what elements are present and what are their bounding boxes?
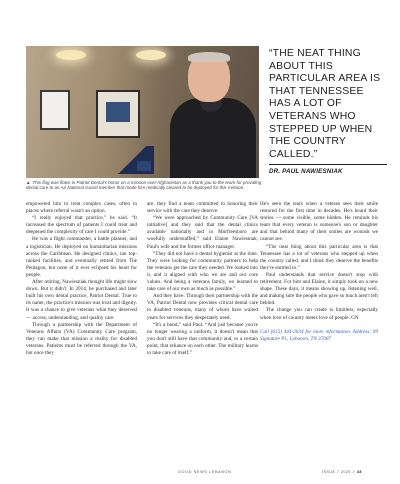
paragraph: He was a flight commander, a battle planner, and a logistician. He deployed on humanitarian missions across the Caribbean. He designed clinics, ran top-ranked facilities, and eventually retired from The Pentagon, but none of it ever eclipsed his heart for people. [26, 236, 137, 278]
contact-info: Call (615) 444-2034 for more information. Address: 99 Signature Pl., Lebanon, TN 37087 [260, 328, 378, 342]
quote-attribution: DR. PAUL NAWIESNIAK [269, 168, 343, 175]
photo-caption [26, 180, 264, 191]
article-column-2 [147, 201, 258, 357]
paragraph: Through a partnership with the Department of Veterans Affairs (VA) Community Care program, they can make that mission a reality for disabled veterans. Patients must be referred through the VA, but once they [26, 321, 137, 356]
paragraph: The change you can create is limitless, especially when love of country meets love of people. GN [260, 307, 378, 321]
portrait-dentist [170, 52, 256, 178]
page-footer [322, 470, 362, 474]
publication-name: GOOD NEWS LEBANON [178, 470, 232, 474]
paragraph: empowered him to treat complex cases, often in places where referral wasn't an option. [26, 201, 137, 215]
caption-triangle-icon: ▲ [26, 180, 31, 185]
flag-display-case [110, 146, 154, 174]
article-column-3 [260, 201, 378, 343]
paragraph: “They did not have a dental hygienist at the time. They were looking for community partners to help the veterans get the care they needed. We looked into it, and it aligned with who we are and our core values. And being a veterans family, we learned to take care of our own as much as possible.” [147, 250, 258, 293]
paragraph: “I really enjoyed that practice,” he said. “It increased the spectrum of patients I could treat and deepened the complexity of care I could provide.” [26, 215, 137, 236]
feature-photo [26, 46, 259, 178]
paragraph: And they have. Through their partnership with the VA, Patriot Dental now provides critical dental care to disabled veterans, many of whom have waited years for services they desperately need. [147, 293, 258, 321]
issue-label: ISSUE 7 2025 // [322, 470, 356, 474]
paragraph: Paul understands that service doesn't stop with retirement. For him and Elaine, it simply took on a new shape. These days, it means showing up, listening well, and making sure the people who gave so much aren't left behind. [260, 271, 378, 307]
paragraph: “We were approached by Community Care [VA initiative] and they said that the dental clinics available nationally and in Murfreesboro are woefully understaffed,” said Elaine Nawiesniak, Paul's wife and the former office manager. [147, 215, 258, 250]
paragraph: are, they find a team committed to honoring their service with the care they deserve. [147, 201, 258, 215]
paragraph: “It's a bond,” said Paul. “And just because you're no longer wearing a uniform, it doesn't mean that you don't still have that community and, to a certain point, that reliance on each other. The military learns to take care of itself.” [147, 321, 258, 356]
paragraph: He's seen the tears when a veteran sees their smile restored for the first time in decades. He's heard their stories — some visible, some hidden. He reminds his team that every veteran is someone's son or daughter and that behind many of their smiles are wounds we cannot see. [260, 201, 378, 243]
photo-caption-text: This flag was flown in Patriot Dental's honor on a mission over Afghanistan as a thank you to the team for providing dental care to an Air National Guard member that made him medically cleared to be deployed for this mission. [26, 180, 262, 191]
pull-quote: “THE NEAT THING ABOUT THIS PARTICULAR AREA IS THAT TENNESSEE HAS A LOT OF VETERANS WHO STEPPED UP WHEN THE COUNTRY CALLED.” [269, 48, 381, 160]
wall-certificate [40, 90, 70, 130]
paragraph: After retiring, Nawiesniak thought life might slow down. But it didn't. In 2014, he purchased and later built his own dental practice, Patriot Dental. True to its name, the practice's mission was trust and dignity. It was a chance to give veterans what they deserved — access, understanding, and quality care. [26, 279, 137, 321]
framed-picture [96, 90, 140, 138]
page-number: 43 [356, 470, 362, 474]
article-column-1 [26, 201, 137, 357]
paragraph: “The neat thing about this particular area is that Tennessee has a lot of veterans who stepped up when the country called, and I think they deserve the benefits they're entitled to.” [260, 243, 378, 271]
quote-divider [269, 164, 387, 165]
